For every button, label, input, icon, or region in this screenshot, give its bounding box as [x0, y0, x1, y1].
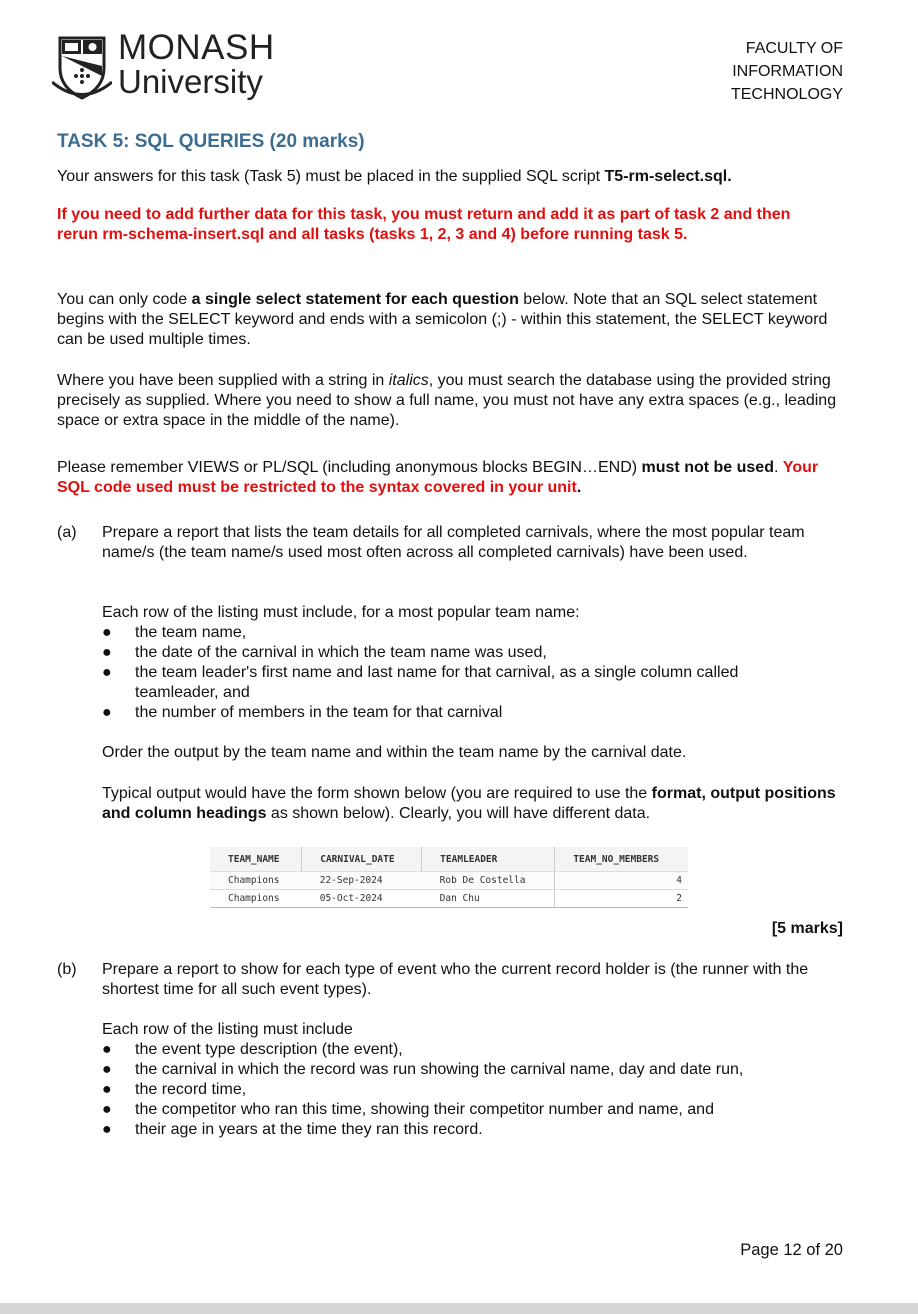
single-select-note	[57, 290, 852, 350]
monash-logo	[52, 30, 282, 102]
single-post: below. Note that an SQL select statement begins with the SELECT keyword and ends with a semicolon (;) - within this statement, the SELECT keyword can be used multiple times.	[57, 291, 828, 348]
bullet-icon: ●	[102, 644, 112, 661]
question-b-bullet-list	[102, 1040, 842, 1140]
list-item: ● the carnival in which the record was run showing the carnival name, day and date run,	[102, 1061, 744, 1078]
bullet-icon: ●	[102, 664, 112, 681]
list-item: ● the competitor who ran this time, showing their competitor number and name, and	[102, 1101, 714, 1118]
list-item: ● the date of the carnival in which the team name was used,	[102, 644, 547, 661]
col-team-name: TEAM_NAME	[210, 847, 302, 872]
faculty-line-2: INFORMATION	[732, 63, 843, 80]
views-dot: .	[773, 459, 783, 476]
single-pre: You can only code	[57, 291, 192, 308]
list-item: ● the event type description (the event),	[102, 1041, 403, 1058]
question-b-label: (b)	[57, 961, 77, 978]
bullet-icon: ●	[102, 1081, 112, 1098]
question-a-order: Order the output by the team name and within the team name by the carnival date.	[102, 744, 687, 761]
bullet-icon: ●	[102, 624, 112, 641]
faculty-line-1: FACULTY OF	[745, 40, 843, 57]
italics-note	[57, 371, 847, 431]
views-bold: must not be used	[641, 459, 774, 476]
table-header-row	[210, 847, 688, 872]
bullet-icon: ●	[102, 1041, 112, 1058]
typical-pre: Typical output would have the form shown below (you are required to use the	[102, 785, 652, 802]
list-item: ● the number of members in the team for that carnival	[102, 704, 503, 721]
bullet-icon: ●	[102, 1061, 112, 1078]
question-a-bullet-list	[102, 623, 822, 723]
bullet-icon: ●	[102, 1101, 112, 1118]
col-teamleader: TEAMLEADER	[422, 847, 555, 872]
faculty-line-3: TECHNOLOGY	[730, 86, 843, 103]
views-note	[57, 458, 847, 498]
warning-text: If you need to add further data for this task, you must return and add it as part of task 2 and then rerun rm-schema-insert.sql and all tasks (tasks 1, 2, 3 and 4) before running task 5.	[57, 206, 791, 243]
faculty-name	[731, 37, 843, 106]
col-team-no-members: TEAM_NO_MEMBERS	[555, 847, 688, 872]
italics-pre: Where you have been supplied with a string in	[57, 372, 389, 389]
example-output-table	[210, 847, 688, 908]
viewer-bottom-bar	[0, 1303, 918, 1314]
typical-bold: format, output positions and column headings	[102, 785, 836, 822]
list-item: ● their age in years at the time they ran this record.	[102, 1121, 483, 1138]
table-row: Champions 22-Sep-2024 Rob De Costella 4	[210, 872, 688, 890]
list-item: ● the team leader's first name and last name for that carnival, as a single column called teamleader, and	[102, 664, 739, 701]
logo-word-monash: MONASH	[118, 28, 275, 67]
logo-word-university: University	[118, 63, 263, 100]
task-intro	[57, 167, 857, 187]
question-a-typical	[102, 784, 837, 824]
question-a-label: (a)	[57, 524, 77, 541]
page-number: Page 12 of 20	[740, 1241, 843, 1259]
intro-text: Your answers for this task (Task 5) must be placed in the supplied SQL script	[57, 168, 605, 185]
typical-post: as shown below). Clearly, you will have different data.	[266, 805, 651, 822]
list-item: ● the team name,	[102, 624, 247, 641]
task-title: TASK 5: SQL QUERIES (20 marks)	[57, 131, 365, 152]
question-a-marks: [5 marks]	[771, 920, 843, 937]
table-row: Champions 05-Oct-2024 Dan Chu 2	[210, 890, 688, 908]
intro-file-name: T5-rm-select.sql.	[604, 168, 732, 185]
views-end: .	[576, 479, 582, 496]
single-bold: a single select statement for each question	[191, 291, 519, 308]
views-pre: Please remember VIEWS or PL/SQL (including anonymous blocks BEGIN…END)	[57, 459, 642, 476]
question-a-text: Prepare a report that lists the team details for all completed carnivals, where the most popular team name/s (the team name/s used most often across all completed carnivals) have been used.	[102, 524, 805, 561]
monash-crest-icon	[52, 32, 112, 102]
views-red: Your SQL code used must be restricted to the syntax covered in your unit	[57, 459, 819, 496]
bullet-icon: ●	[102, 1121, 112, 1138]
col-carnival-date: CARNIVAL_DATE	[302, 847, 422, 872]
italics-word: italics	[388, 372, 429, 389]
list-item: ● the record time,	[102, 1081, 247, 1098]
question-b-each-row: Each row of the listing must include	[102, 1021, 353, 1038]
question-b-text: Prepare a report to show for each type of event who the current record holder is (the runner with the shortest time for all such event types).	[102, 961, 809, 998]
question-a-each-row: Each row of the listing must include, for a most popular team name:	[102, 604, 580, 621]
italics-post: , you must search the database using the provided string precisely as supplied. Where you need to show a full name, you must not have any extra spaces (e.g., leading space or extra space in the middle of the name).	[57, 372, 837, 429]
bullet-icon: ●	[102, 704, 112, 721]
